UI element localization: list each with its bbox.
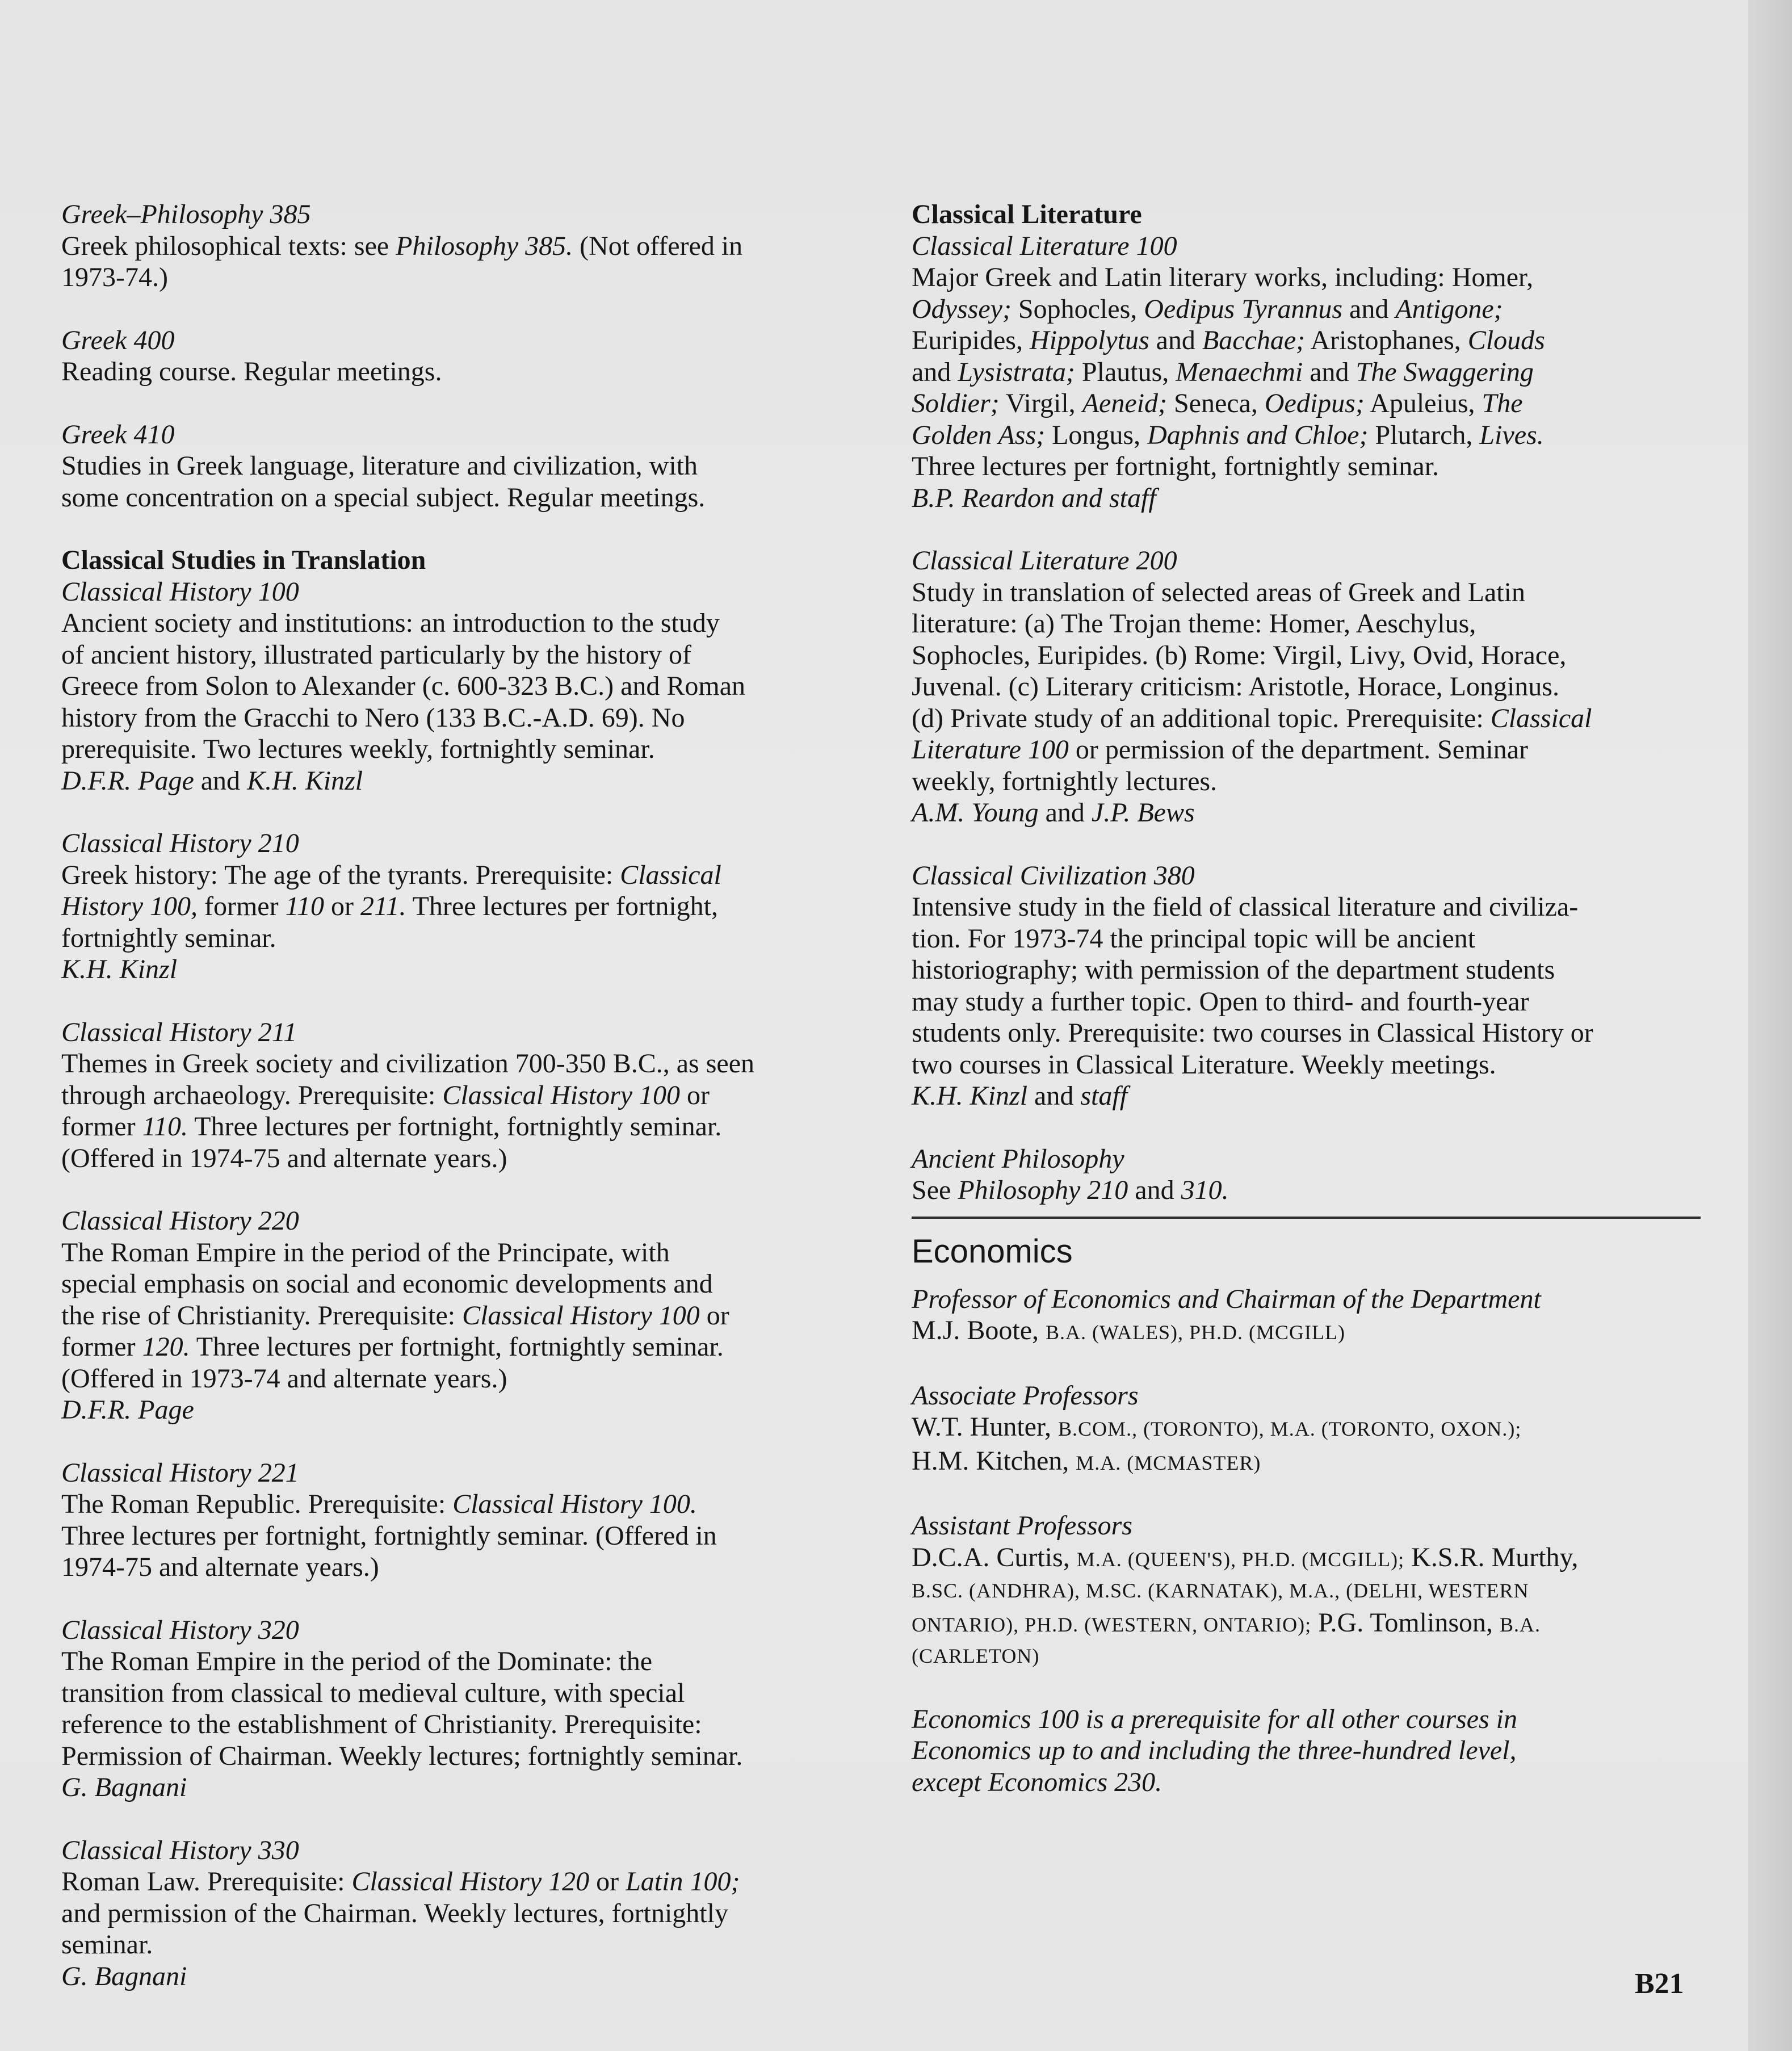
text: and bbox=[1038, 798, 1092, 828]
text: Virgil, bbox=[999, 388, 1082, 418]
course-ref: Literature 100 bbox=[912, 735, 1069, 765]
instructor: K.H. Kinzl bbox=[912, 1081, 1028, 1111]
work-title: Golden Ass; bbox=[912, 420, 1046, 450]
course-title: Classical Civilization 380 bbox=[912, 860, 1195, 891]
course-title: Classical Literature 100 bbox=[912, 230, 1177, 261]
faculty-degrees: B.A. (WALES), PH.D. (MCGILL) bbox=[1046, 1321, 1345, 1344]
prerequisite-note bbox=[912, 1704, 1706, 1798]
course-description: Intensive study in the field of classical literature and civiliza- bbox=[912, 892, 1579, 922]
faculty-member bbox=[912, 1411, 1706, 1445]
text: former bbox=[61, 1112, 142, 1142]
text: and bbox=[1303, 356, 1356, 387]
course-description bbox=[61, 1111, 873, 1143]
page-edge-shadow bbox=[1748, 0, 1792, 2051]
section-divider bbox=[912, 1217, 1701, 1219]
work-title: Clouds bbox=[1467, 325, 1545, 355]
course-classical-history-330 bbox=[61, 1835, 873, 1993]
course-title: Classical History 220 bbox=[61, 1206, 299, 1236]
course-classical-literature-200 bbox=[912, 545, 1706, 829]
economics-heading: Economics bbox=[912, 1232, 1073, 1270]
course-description: may study a further topic. Open to third- and fourth-year bbox=[912, 986, 1529, 1017]
instructor: K.H. Kinzl bbox=[61, 954, 178, 984]
course-greek-410 bbox=[61, 419, 873, 514]
course-description: reference to the establishment of Christianity. Prerequisite: bbox=[61, 1709, 702, 1739]
instructor: D.F.R. Page bbox=[61, 765, 194, 796]
course-description: Permission of Chairman. Weekly lectures; fortnightly seminar. bbox=[61, 1740, 743, 1771]
course-description: transition from classical to medieval culture, with special bbox=[61, 1677, 685, 1708]
text: Longus, bbox=[1045, 420, 1148, 450]
work-title: Daphnis and Chloe; bbox=[1147, 420, 1369, 450]
course-classical-history-221 bbox=[61, 1457, 873, 1583]
work-title: The Swaggering bbox=[1355, 356, 1534, 387]
faculty-name: H.M. Kitchen, bbox=[912, 1445, 1076, 1476]
text: or bbox=[324, 891, 361, 921]
text: Three lectures per fortnight, bbox=[406, 891, 719, 921]
course-description: Themes in Greek society and civilization 700-350 B.C., as seen bbox=[61, 1048, 755, 1079]
faculty-degrees: M.A. (QUEEN'S), PH.D. (MCGILL); bbox=[1076, 1547, 1405, 1571]
course-description: some concentration on a special subject. Regular meetings. bbox=[61, 482, 706, 513]
course-description: (Offered in 1973-74 and alternate years.) bbox=[61, 1363, 507, 1394]
course-description bbox=[912, 703, 1706, 735]
text: and bbox=[1342, 293, 1396, 324]
economics-assistant-professors bbox=[912, 1510, 1706, 1672]
course-ref: 110 bbox=[285, 891, 325, 921]
course-description bbox=[61, 1300, 873, 1332]
course-classical-civilization-380 bbox=[912, 860, 1706, 1112]
text: or permission of the department. Seminar bbox=[1068, 735, 1529, 765]
text: Aristophanes, bbox=[1305, 325, 1468, 355]
text: and bbox=[912, 356, 958, 387]
faculty-rank: Assistant Professors bbox=[912, 1511, 1132, 1541]
course-title: Classical Literature 200 bbox=[912, 546, 1177, 576]
course-classical-history-211 bbox=[61, 1017, 873, 1175]
text: and bbox=[1027, 1081, 1081, 1111]
course-description bbox=[912, 388, 1706, 420]
text: The Roman Republic. Prerequisite: bbox=[61, 1489, 453, 1519]
economics-professor bbox=[912, 1284, 1706, 1349]
faculty-degrees: ONTARIO), PH.D. (WESTERN, ONTARIO); bbox=[912, 1613, 1312, 1636]
course-description: prerequisite. Two lectures weekly, fortnightly seminar. bbox=[61, 734, 655, 764]
text: Plutarch, bbox=[1368, 420, 1480, 450]
course-description bbox=[912, 356, 1706, 388]
work-title: The bbox=[1482, 388, 1523, 418]
course-title: Classical History 100 bbox=[61, 576, 299, 607]
course-classical-history-220 bbox=[61, 1205, 873, 1426]
text: (d) Private study of an additional topic. Prerequisite: bbox=[912, 703, 1491, 733]
course-description bbox=[912, 420, 1706, 451]
faculty-rank: Professor of Economics and Chairman of the Department bbox=[912, 1284, 1541, 1314]
work-title: Odyssey; bbox=[912, 293, 1012, 324]
text: former bbox=[198, 891, 286, 921]
faculty-degrees: B.A. bbox=[1500, 1613, 1541, 1636]
instructor: A.M. Young bbox=[912, 798, 1039, 828]
course-description bbox=[61, 859, 873, 891]
course-title: Greek–Philosophy 385 bbox=[61, 199, 311, 229]
instructor: G. Bagnani bbox=[61, 1772, 187, 1802]
faculty-member bbox=[912, 1315, 1706, 1349]
faculty-member bbox=[912, 1542, 1706, 1576]
course-description: weekly, fortnightly lectures. bbox=[912, 766, 1218, 796]
text: Plautus, bbox=[1075, 356, 1176, 387]
course-description: two courses in Classical Literature. Weekly meetings. bbox=[912, 1049, 1496, 1080]
course-description bbox=[61, 1080, 873, 1112]
instructors bbox=[912, 797, 1706, 829]
faculty-member bbox=[912, 1607, 1706, 1641]
text: Sophocles, bbox=[1011, 293, 1144, 324]
instructor: B.P. Reardon and staff bbox=[912, 483, 1156, 513]
course-ref: Classical bbox=[620, 859, 721, 890]
course-description bbox=[912, 325, 1706, 356]
course-classical-history-100 bbox=[61, 544, 873, 796]
course-description bbox=[61, 1866, 873, 1898]
course-description: 1974-75 and alternate years.) bbox=[61, 1552, 379, 1582]
course-title: Classical History 320 bbox=[61, 1614, 299, 1645]
course-title: Classical History 221 bbox=[61, 1457, 299, 1488]
faculty-name: D.C.A. Curtis, bbox=[912, 1542, 1077, 1572]
section-heading: Classical Studies in Translation bbox=[61, 545, 426, 575]
section-heading: Classical Literature bbox=[912, 199, 1142, 229]
work-title: Menaechmi bbox=[1176, 356, 1303, 387]
text: Three lectures per fortnight, fortnightly seminar. bbox=[188, 1112, 722, 1142]
text: Seneca, bbox=[1166, 388, 1265, 418]
course-description: history from the Gracchi to Nero (133 B.C.-A.D. 69). No bbox=[61, 702, 685, 733]
course-classical-literature-100 bbox=[912, 199, 1706, 514]
faculty-degrees: M.A. (MCMASTER) bbox=[1076, 1451, 1261, 1474]
work-title: Hippolytus bbox=[1029, 325, 1149, 355]
note-line: except Economics 230. bbox=[912, 1767, 1163, 1797]
course-description bbox=[61, 1331, 873, 1363]
course-description: Study in translation of selected areas of Greek and Latin bbox=[912, 577, 1525, 607]
course-description: 1973-74.) bbox=[61, 262, 168, 292]
left-column bbox=[61, 199, 873, 2023]
text: Three lectures per fortnight, fortnightly seminar. bbox=[190, 1332, 724, 1362]
course-title: Classical History 330 bbox=[61, 1835, 299, 1865]
course-description: Major Greek and Latin literary works, including: Homer, bbox=[912, 262, 1534, 292]
course-description bbox=[61, 891, 873, 922]
text: or bbox=[680, 1080, 710, 1110]
text: Apuleius, bbox=[1364, 388, 1482, 418]
course-classical-history-320 bbox=[61, 1614, 873, 1803]
course-title: Ancient Philosophy bbox=[912, 1143, 1124, 1174]
course-ref: Philosophy 385. bbox=[396, 230, 573, 261]
text: Roman Law. Prerequisite: bbox=[61, 1867, 352, 1897]
faculty-name: M.J. Boote, bbox=[912, 1315, 1046, 1345]
faculty-name: W.T. Hunter, bbox=[912, 1412, 1059, 1442]
instructor: J.P. Bews bbox=[1091, 798, 1195, 828]
text: (Not offered in bbox=[573, 230, 743, 261]
course-description: Three lectures per fortnight, fortnightly seminar. (Offered in bbox=[61, 1520, 717, 1551]
course-description: (Offered in 1974-75 and alternate years.) bbox=[61, 1143, 507, 1173]
work-title: Bacchae; bbox=[1202, 325, 1306, 355]
page-number: B21 bbox=[1635, 1968, 1684, 2000]
course-description bbox=[912, 1175, 1706, 1206]
course-description: The Roman Empire in the period of the Dominate: the bbox=[61, 1646, 653, 1676]
course-description: tion. For 1973-74 the principal topic will be ancient bbox=[912, 923, 1476, 954]
course-ref: Classical bbox=[1490, 703, 1592, 733]
course-description: fortnightly seminar. bbox=[61, 922, 276, 953]
course-description: students only. Prerequisite: two courses in Classical History or bbox=[912, 1018, 1593, 1048]
course-description: special emphasis on social and economic developments and bbox=[61, 1269, 713, 1299]
text: See bbox=[912, 1175, 958, 1205]
course-description: Juvenal. (c) Literary criticism: Aristotle, Horace, Longinus. bbox=[912, 672, 1559, 702]
text: the rise of Christianity. Prerequisite: bbox=[61, 1300, 463, 1331]
course-ref: History 100, bbox=[61, 891, 198, 921]
course-description: literature: (a) The Trojan theme: Homer, Aeschylus, bbox=[912, 609, 1476, 639]
course-ref: 120. bbox=[142, 1332, 190, 1362]
text: Greek philosophical texts: see bbox=[61, 230, 396, 261]
course-ref: Classical History 100 bbox=[442, 1080, 681, 1110]
faculty-name: P.G. Tomlinson, bbox=[1311, 1607, 1500, 1638]
faculty-degrees: B.SC. (ANDHRA), M.SC. (KARNATAK), M.A., (DELHI, WESTERN bbox=[912, 1579, 1529, 1602]
work-title: Oedipus; bbox=[1264, 388, 1365, 418]
right-column bbox=[912, 199, 1706, 1798]
course-title: Greek 410 bbox=[61, 419, 175, 450]
course-description: The Roman Empire in the period of the Principate, with bbox=[61, 1237, 670, 1268]
course-classical-history-210 bbox=[61, 828, 873, 985]
instructors bbox=[912, 1080, 1706, 1112]
faculty-rank: Associate Professors bbox=[912, 1380, 1139, 1411]
text: and bbox=[194, 765, 247, 796]
instructors bbox=[61, 765, 873, 797]
course-ref: 310. bbox=[1181, 1175, 1229, 1205]
instructor: G. Bagnani bbox=[61, 1961, 187, 1991]
faculty-degrees: B.COM., (TORONTO), M.A. (TORONTO, OXON.); bbox=[1058, 1417, 1522, 1440]
course-ancient-philosophy bbox=[912, 1143, 1706, 1206]
course-description: Reading course. Regular meetings. bbox=[61, 356, 442, 387]
work-title: Soldier; bbox=[912, 388, 1000, 418]
text: or bbox=[589, 1867, 626, 1897]
work-title: Lives. bbox=[1479, 420, 1544, 450]
note-line: Economics up to and including the three-hundred level, bbox=[912, 1735, 1517, 1765]
course-description: Greece from Solon to Alexander (c. 600-323 B.C.) and Roman bbox=[61, 671, 746, 701]
work-title: Lysistrata; bbox=[958, 356, 1075, 387]
note-line: Economics 100 is a prerequisite for all other courses in bbox=[912, 1704, 1518, 1734]
course-title: Greek 400 bbox=[61, 325, 175, 355]
text: former bbox=[61, 1332, 142, 1362]
text: and bbox=[1149, 325, 1202, 355]
course-ref: Latin 100; bbox=[626, 1867, 740, 1897]
course-description bbox=[912, 734, 1706, 766]
instructor: staff bbox=[1080, 1081, 1128, 1111]
course-description: of ancient history, illustrated particularly by the history of bbox=[61, 639, 691, 670]
instructor: D.F.R. Page bbox=[61, 1395, 194, 1425]
course-description: Sophocles, Euripides. (b) Rome: Virgil, Livy, Ovid, Horace, bbox=[912, 640, 1567, 670]
course-greek-400 bbox=[61, 325, 873, 388]
text: or bbox=[699, 1300, 729, 1331]
course-description: Three lectures per fortnight, fortnightly seminar. bbox=[912, 451, 1440, 481]
text: through archaeology. Prerequisite: bbox=[61, 1080, 443, 1110]
course-description: Studies in Greek language, literature and civilization, with bbox=[61, 451, 698, 481]
course-ref: 211. bbox=[360, 891, 406, 921]
course-description: Ancient society and institutions: an introduction to the study bbox=[61, 608, 720, 638]
faculty-degrees: (CARLETON) bbox=[912, 1645, 1040, 1667]
course-greek-philosophy-385 bbox=[61, 199, 873, 293]
work-title: Oedipus Tyrannus bbox=[1144, 293, 1343, 324]
text: Greek history: The age of the tyrants. Prerequisite: bbox=[61, 859, 620, 890]
course-ref: Classical History 120 bbox=[351, 1867, 590, 1897]
work-title: Antigone; bbox=[1395, 293, 1503, 324]
course-ref: Classical History 100. bbox=[452, 1489, 697, 1519]
course-description bbox=[61, 1488, 873, 1520]
economics-associate-professors bbox=[912, 1380, 1706, 1479]
course-ref: 110. bbox=[142, 1112, 188, 1142]
text: and bbox=[1128, 1175, 1181, 1205]
faculty-name: K.S.R. Murthy, bbox=[1404, 1542, 1579, 1572]
course-title: Classical History 210 bbox=[61, 828, 299, 858]
course-title: Classical History 211 bbox=[61, 1017, 297, 1047]
work-title: Aeneid; bbox=[1082, 388, 1167, 418]
text: Euripides, bbox=[912, 325, 1030, 355]
course-ref: Classical History 100 bbox=[462, 1300, 700, 1331]
course-description bbox=[912, 293, 1706, 325]
instructor: K.H. Kinzl bbox=[247, 765, 363, 796]
course-ref: Philosophy 210 bbox=[958, 1175, 1128, 1205]
course-description bbox=[61, 230, 873, 262]
faculty-member bbox=[912, 1445, 1706, 1479]
course-description: historiography; with permission of the department students bbox=[912, 955, 1555, 985]
course-description: seminar. bbox=[61, 1930, 153, 1960]
course-description: and permission of the Chairman. Weekly lectures, fortnightly bbox=[61, 1898, 728, 1928]
